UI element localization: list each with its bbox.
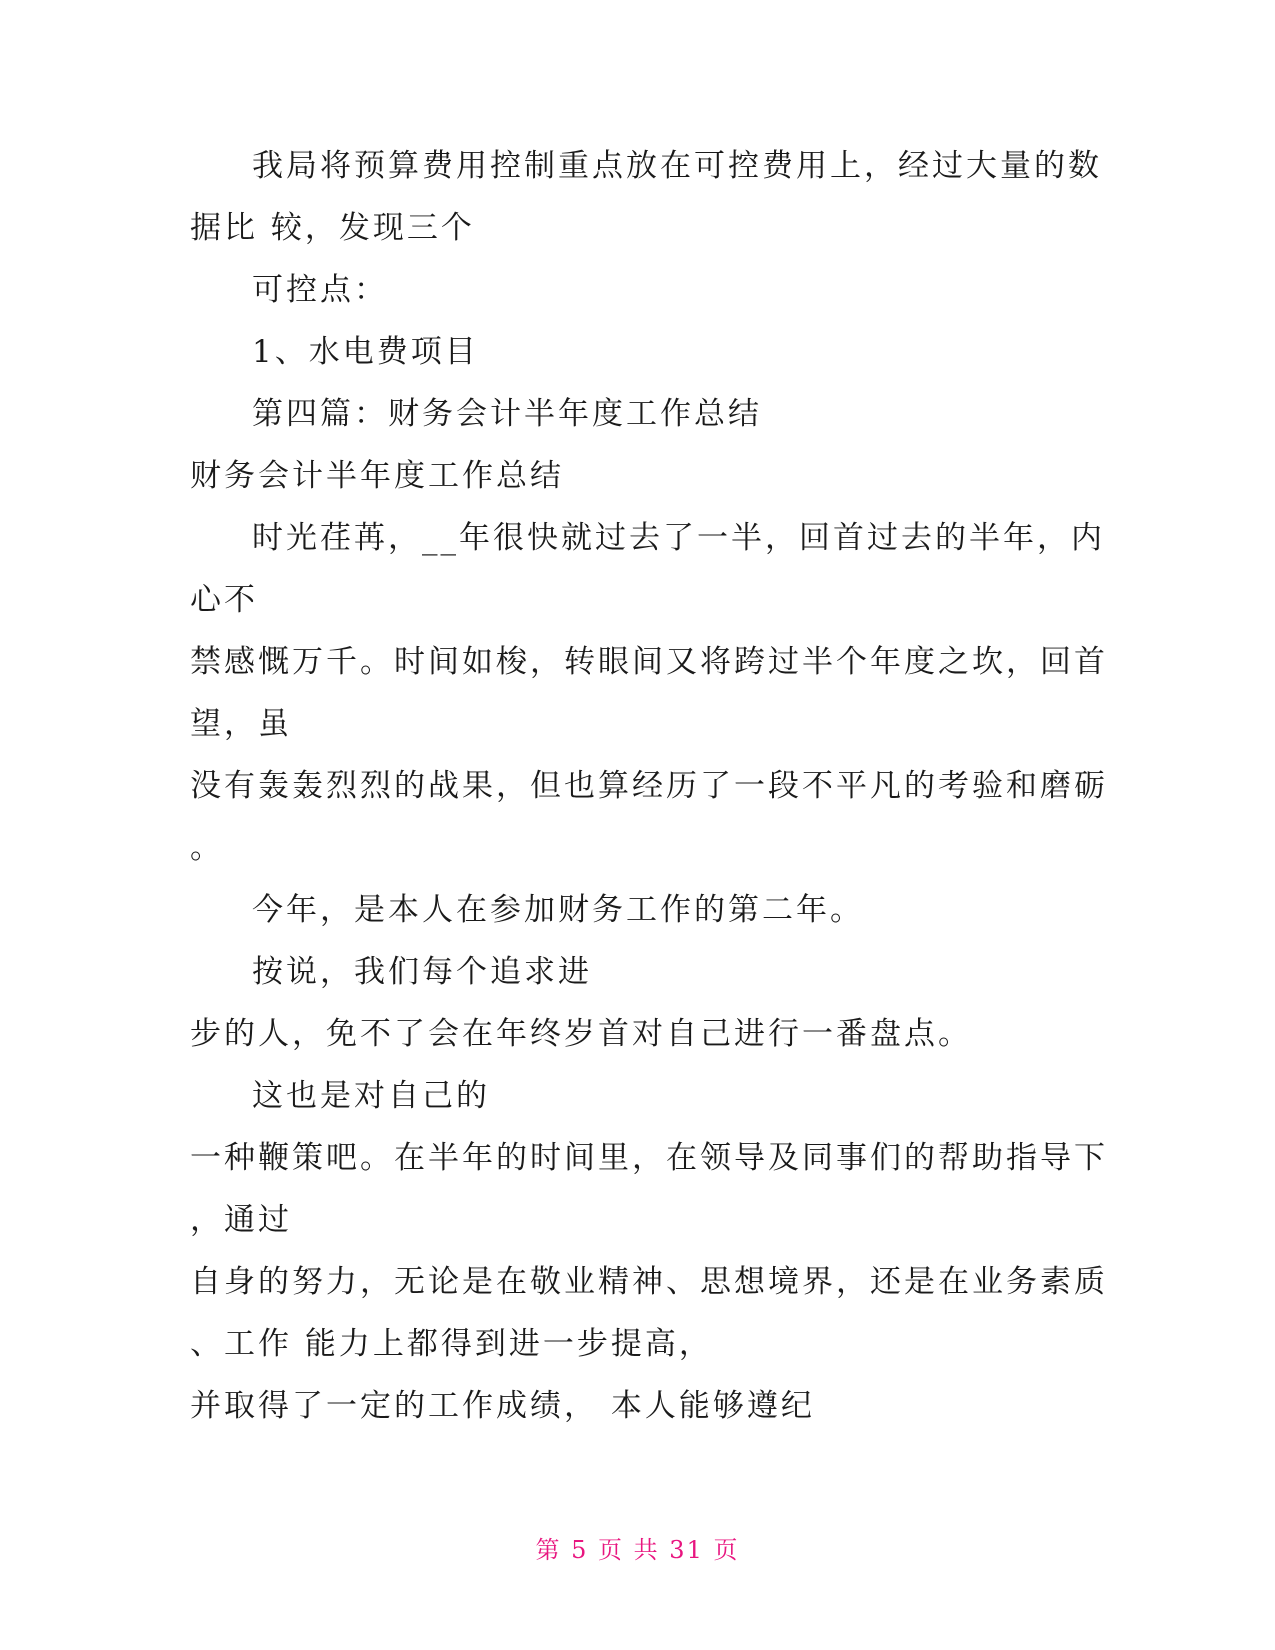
text-line: 心不 xyxy=(190,582,258,618)
text-line: 自身的努力，无论是在敬业精神、思想境界，还是在业务素质 xyxy=(190,1264,1108,1300)
text-line: 时光荏苒，__年很快就过去了一半，回首过去的半年，内 xyxy=(252,520,1105,556)
text-line: 可控点： xyxy=(252,272,388,308)
page-number-footer: 第 5 页 共 31 页 xyxy=(535,1536,740,1564)
text-line: ，通过 xyxy=(190,1202,292,1238)
text-line: 据比 较，发现三个 xyxy=(190,210,475,246)
section-title: 财务会计半年度工作总结 xyxy=(190,458,564,494)
text-line: 一种鞭策吧。在半年的时间里，在领导及同事们的帮助指导下 xyxy=(190,1140,1108,1176)
text-line: 1、水电费项目 xyxy=(252,334,479,370)
text-line: 步的人，免不了会在年终岁首对自己进行一番盘点。 xyxy=(190,1016,972,1052)
text-line: 并取得了一定的工作成绩， 本人能够遵纪 xyxy=(190,1388,815,1424)
text-line: 这也是对自己的 xyxy=(252,1078,490,1114)
text-line: 我局将预算费用控制重点放在可控费用上，经过大量的数 xyxy=(252,148,1102,184)
text-line: 望，虽 xyxy=(190,706,292,742)
text-line: 按说，我们每个追求进 xyxy=(252,954,592,990)
text-line: 、工作 能力上都得到进一步提高， xyxy=(190,1326,713,1362)
text-line: 没有轰轰烈烈的战果，但也算经历了一段不平凡的考验和磨砺 xyxy=(190,768,1108,804)
section-heading: 第四篇：财务会计半年度工作总结 xyxy=(252,396,762,432)
text-line: 。 xyxy=(190,830,224,866)
text-line: 今年，是本人在参加财务工作的第二年。 xyxy=(252,892,864,928)
text-line: 禁感慨万千。时间如梭，转眼间又将跨过半个年度之坎，回首 xyxy=(190,644,1108,680)
